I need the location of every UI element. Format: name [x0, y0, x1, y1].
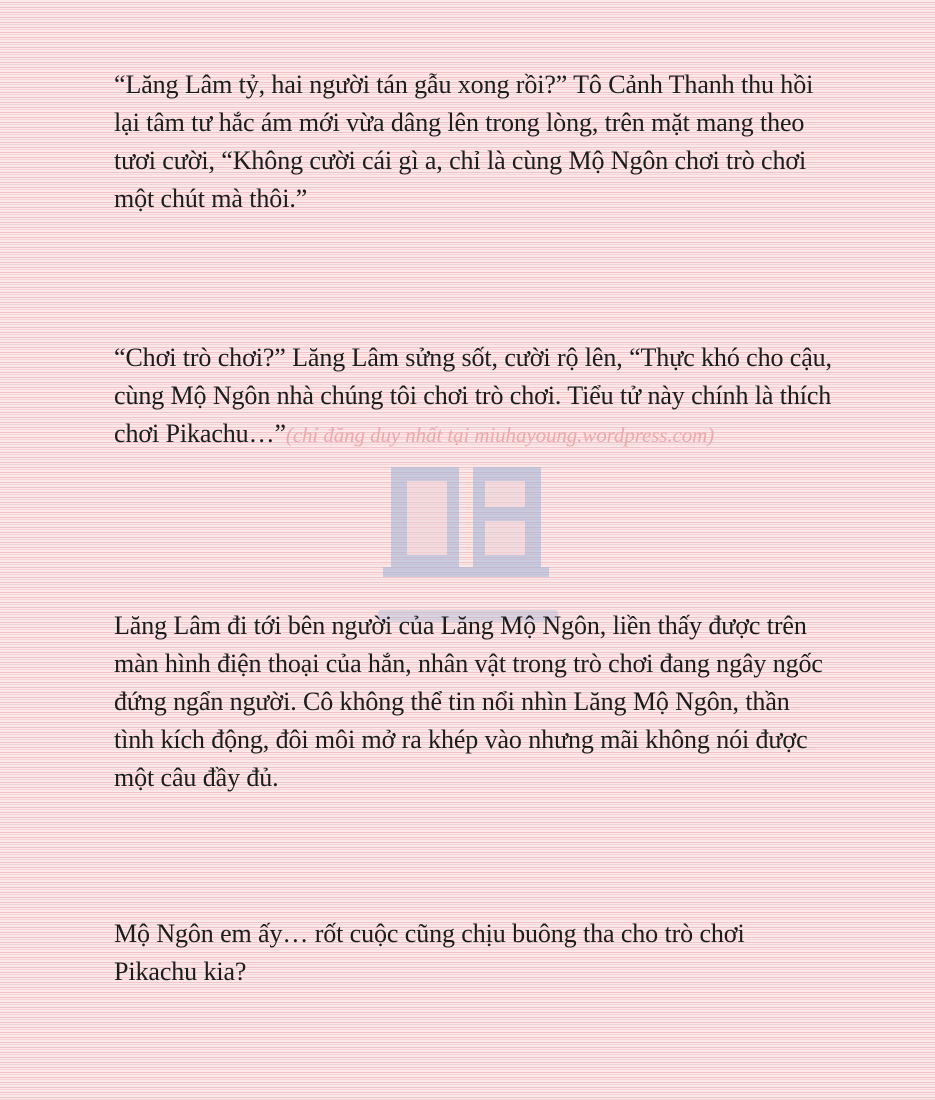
paragraph-3: Lăng Lâm đi tới bên người của Lăng Mộ Ngôn, liền thấy được trên màn hình điện thoại của hắn, nhân vật trong trò chơi đang ngây ngốc đứng ngẩn người. Cô không thể tin nổi nhìn Lăng Mộ Ngôn, thần tình kích động, đôi môi mở ra khép vào nhưng mãi không nói được một câu đầy đủ. — [114, 611, 823, 792]
paragraph-4: Mộ Ngôn em ấy… rốt cuộc cũng chịu buông tha cho trò chơi Pikachu kia? — [114, 919, 745, 986]
book-logo-icon — [383, 463, 549, 583]
paragraph-2-text: “Chơi trò chơi?” Lăng Lâm sửng sốt, cười rộ lên, “Thực khó cho cậu, cùng Mộ Ngôn nhà chúng tôi chơi trò chơi. Tiểu tử này chính là thích chơi Pikachu…” — [114, 343, 832, 448]
paragraph-2 — [114, 339, 834, 454]
credit-note: (chỉ đăng duy nhất tại miuhayoung.wordpress.com) — [285, 423, 715, 447]
paragraph-1: “Lăng Lâm tỷ, hai người tán gẫu xong rồi?” Tô Cảnh Thanh thu hồi lại tâm tư hắc ám mới vừa dâng lên trong lòng, trên mặt mang theo tươi cười, “Không cười cái gì a, chỉ là cùng Mộ Ngôn chơi trò chơi một chút mà thôi.” — [114, 70, 814, 213]
